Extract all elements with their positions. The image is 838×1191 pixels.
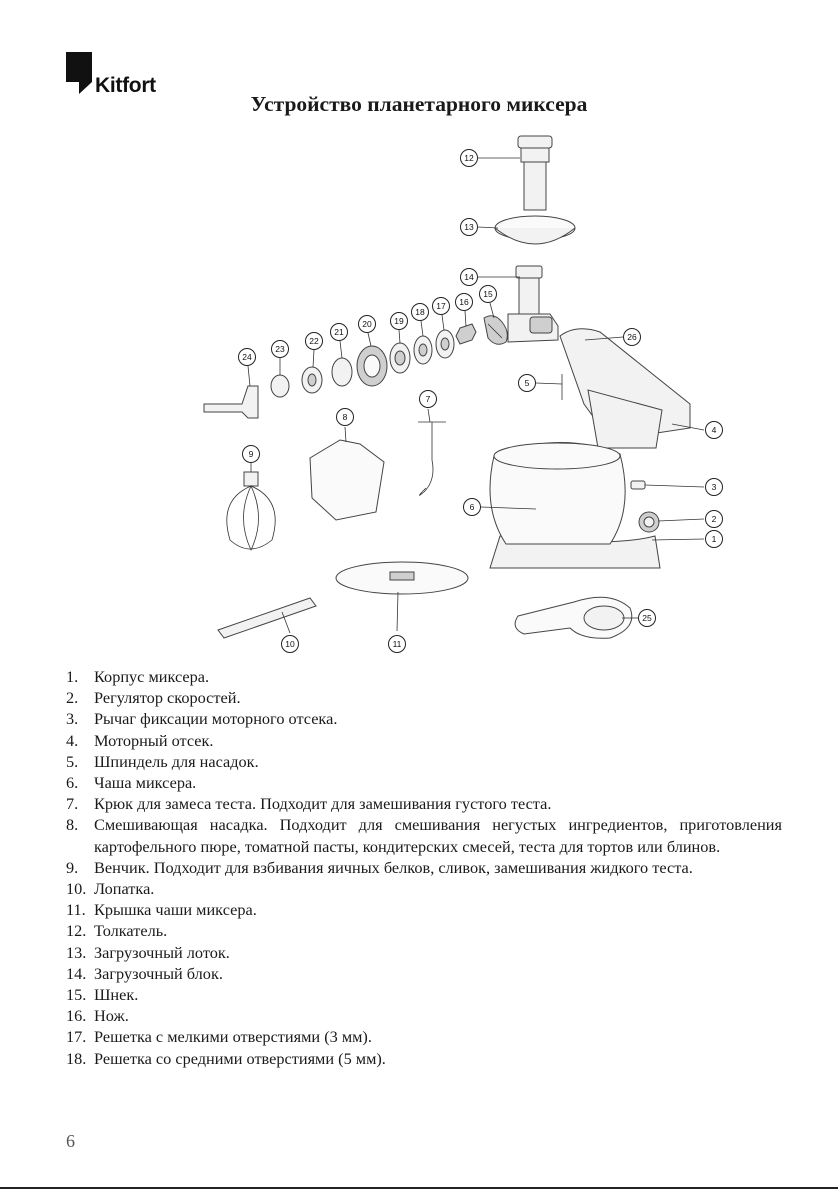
callout-11-label: 11: [392, 639, 402, 649]
list-item-number: 4.: [66, 730, 79, 750]
callout-9: [243, 446, 260, 463]
sausage-nozzle-drawing: [204, 386, 258, 418]
callout-18-label: 18: [415, 307, 425, 317]
callout-12-label: 12: [464, 153, 474, 163]
callout-25-label: 25: [642, 613, 652, 623]
callout-17: [433, 298, 450, 315]
feeding-tray-drawing: [495, 216, 575, 244]
callout-25: [639, 610, 656, 627]
list-item: [66, 984, 782, 1005]
callout-23: [272, 341, 289, 358]
list-item-number: 13.: [66, 942, 87, 962]
list-item-number: 5.: [66, 751, 79, 771]
callout-14-label: 14: [464, 272, 474, 282]
list-item-number: 15.: [66, 985, 87, 1005]
list-item-number: 16.: [66, 1006, 87, 1026]
kitfort-logo-icon: [66, 52, 92, 94]
list-item: [66, 857, 782, 878]
callout-1: [706, 531, 723, 548]
list-item-text: Толкатель.: [94, 921, 168, 941]
list-item-number: 9.: [66, 857, 79, 877]
dough-hook-drawing: [418, 422, 446, 495]
list-item-number: 14.: [66, 963, 87, 983]
parts-list: [66, 666, 782, 1069]
callout-10-label: 10: [285, 639, 295, 649]
list-item: [66, 963, 782, 984]
callout-18: [412, 304, 429, 321]
list-item-text: Регулятор скоростей.: [94, 688, 241, 708]
list-item: [66, 793, 782, 814]
list-item-number: 12.: [66, 921, 87, 941]
list-item-text: Загрузочный блок.: [94, 963, 223, 983]
callout-22-label: 22: [309, 336, 319, 346]
bowl-lid-drawing: [336, 562, 468, 594]
list-item-text: Корпус миксера.: [94, 667, 210, 686]
list-item: [66, 942, 782, 963]
list-item-number: 17.: [66, 1027, 87, 1047]
callout-7-label: 7: [425, 394, 431, 404]
list-item-text: Крышка чаши миксера.: [94, 900, 257, 920]
list-item: [66, 878, 782, 899]
list-item-number: 6.: [66, 773, 79, 793]
callout-14: [461, 269, 478, 286]
sausage-parts-drawing: [271, 358, 352, 397]
auger-drawing: [484, 316, 507, 345]
callout-15-label: 15: [483, 289, 493, 299]
callout-17-label: 17: [436, 301, 446, 311]
callout-13-label: 13: [464, 222, 474, 232]
flat-beater-drawing: [310, 440, 384, 520]
list-item-number: 2.: [66, 688, 79, 708]
callout-15: [480, 286, 497, 303]
ring-nut-drawing: [357, 346, 387, 386]
callout-21-label: 21: [334, 327, 344, 337]
callout-11: [389, 636, 406, 653]
callout-2-label: 2: [711, 514, 717, 524]
callout-16: [456, 294, 473, 311]
brand-name: Kitfort: [95, 74, 156, 97]
list-item: [66, 1026, 782, 1047]
callout-8: [337, 409, 354, 426]
list-item-number: 7.: [66, 794, 79, 814]
callout-13: [461, 219, 478, 236]
bottom-rule: [0, 1187, 838, 1189]
callout-23-label: 23: [275, 344, 285, 354]
spatula-drawing: [218, 598, 316, 638]
list-item: [66, 751, 782, 772]
list-item-text: Решетка с мелкими отверстиями (3 мм).: [94, 1027, 372, 1047]
list-item: [66, 687, 782, 708]
list-item-number: 10.: [66, 879, 87, 899]
list-item-text: Смешивающая насадка. Подходит для смешивания негустых ингредиентов, приготовления картофельного пюре, томатной пасты, кондитерских смесей, теста для тортов или блинов.: [94, 815, 782, 856]
callout-8-label: 8: [342, 412, 348, 422]
list-item-text: Лопатка.: [94, 879, 155, 899]
list-item: [66, 730, 782, 751]
list-item: [66, 920, 782, 941]
callout-7: [420, 391, 437, 408]
callout-19: [391, 313, 408, 330]
callout-4-label: 4: [711, 425, 717, 435]
list-item-text: Крюк для замеса теста. Подходит для замешивания густого теста.: [94, 794, 552, 814]
list-item-text: Загрузочный лоток.: [94, 942, 230, 962]
egg-separator-drawing: [515, 597, 632, 638]
mixer-body-drawing: [490, 329, 690, 568]
list-item-text: Решетка со средними отверстиями (5 мм).: [94, 1048, 386, 1068]
whisk-drawing: [227, 472, 275, 550]
list-item: [66, 899, 782, 920]
list-item-text: Чаша миксера.: [94, 773, 197, 793]
callout-20-label: 20: [362, 319, 372, 329]
callout-5: [519, 375, 536, 392]
list-item: [66, 772, 782, 793]
list-item-number: 3.: [66, 709, 79, 729]
callout-26: [624, 329, 641, 346]
list-item-text: Рычаг фиксации моторного отсека.: [94, 709, 338, 729]
list-item-text: Венчик. Подходит для взбивания яичных белков, сливок, замешивания жидкого теста.: [94, 857, 693, 877]
callout-12: [461, 150, 478, 167]
callout-6: [464, 499, 481, 516]
callout-19-label: 19: [394, 316, 404, 326]
list-item-text: Шнек.: [94, 985, 139, 1005]
mixer-diagram: [190, 128, 740, 663]
page-title: Устройство планетарного миксера: [250, 92, 588, 116]
callout-6-label: 6: [469, 502, 475, 512]
callout-4: [706, 422, 723, 439]
list-item-number: 8.: [66, 815, 79, 835]
callout-9-label: 9: [248, 449, 254, 459]
callout-24-label: 24: [242, 352, 252, 362]
list-item: [66, 1048, 782, 1069]
list-item-number: 18.: [66, 1048, 87, 1068]
callout-21: [331, 324, 348, 341]
callout-5-label: 5: [524, 378, 530, 388]
list-item-number: 11.: [66, 900, 86, 920]
callout-16-label: 16: [459, 297, 469, 307]
callout-2: [706, 511, 723, 528]
callout-1-label: 1: [711, 534, 717, 544]
callout-26-label: 26: [627, 332, 637, 342]
page-number: 6: [66, 1131, 75, 1151]
list-item-number: 1.: [66, 667, 79, 686]
list-item: [66, 1005, 782, 1026]
list-item: [66, 814, 782, 856]
list-item-text: Нож.: [94, 1006, 129, 1026]
callout-24: [239, 349, 256, 366]
callout-20: [359, 316, 376, 333]
pusher-drawing: [518, 136, 552, 210]
callout-3: [706, 479, 723, 496]
list-item: [66, 708, 782, 729]
knife-drawing: [456, 324, 476, 344]
callout-10: [282, 636, 299, 653]
callout-22: [306, 333, 323, 350]
callout-3-label: 3: [711, 482, 717, 492]
list-item-text: Шпиндель для насадок.: [94, 751, 259, 771]
list-item: [66, 666, 782, 687]
list-item-text: Моторный отсек.: [94, 730, 214, 750]
